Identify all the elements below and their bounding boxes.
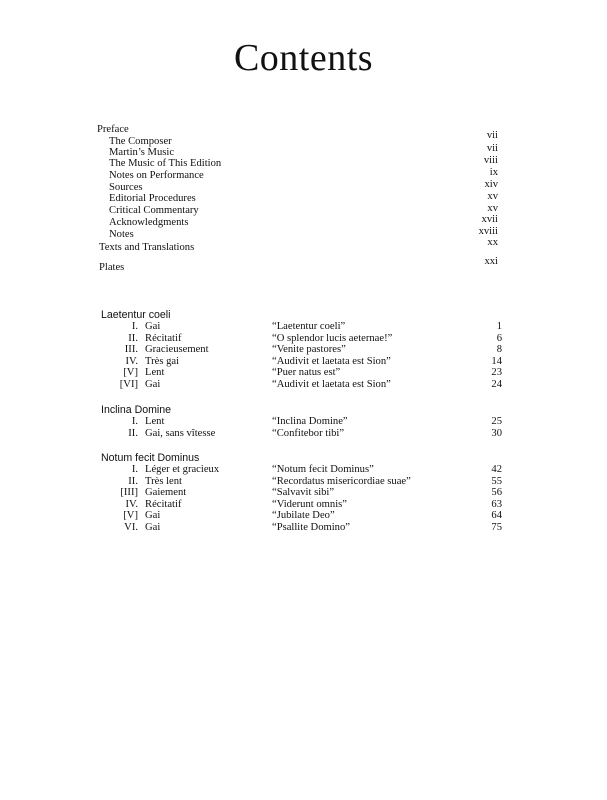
page-number: 23 (491, 367, 502, 379)
page-number: 8 (496, 344, 502, 356)
movement-numeral: I. (131, 464, 138, 475)
page-number: xiv (484, 179, 498, 190)
movement-tempo: Lent (145, 367, 165, 379)
page-number: 1 (496, 321, 502, 332)
page-number: 64 (491, 510, 502, 522)
movement-numeral: VI. (124, 522, 138, 533)
preface-item: Editorial Procedures (109, 193, 196, 204)
movement-text: “Salvavit sibi” (272, 487, 335, 499)
preface-item: Notes on Performance (109, 170, 204, 181)
movement-text: “Confitebor tibi” (272, 427, 345, 439)
movement-numeral: [III] (120, 487, 138, 499)
preface-item: The Music of This Edition (109, 158, 222, 169)
movement-text: “Psallite Domino” (272, 522, 350, 533)
movement-numeral: II. (128, 427, 138, 439)
preface-item: Martin’s Music (109, 147, 175, 158)
preface-item: Notes (109, 229, 134, 240)
movement-text: “Laetentur coeli” (272, 321, 346, 332)
movement-text: “Venite pastores” (272, 344, 346, 356)
page-number: viii (483, 155, 498, 166)
movement-tempo: Léger et gracieux (145, 464, 220, 475)
preface-item: Sources (109, 182, 143, 193)
movement-text: “Viderunt omnis” (272, 498, 347, 510)
movement-tempo: Gai, sans vîtesse (145, 427, 216, 439)
page-number: 63 (491, 498, 502, 510)
plates-entry: Plates (99, 262, 125, 273)
page-number: xx (487, 237, 498, 248)
page-number: xxi (484, 256, 498, 267)
movement-tempo: Récitatif (145, 498, 182, 510)
movement-tempo: Très lent (145, 475, 182, 487)
texts-translations-entry: Texts and Translations (99, 242, 195, 253)
preface-heading: Preface (97, 124, 129, 135)
work-title: Notum fecit Dominus (101, 452, 200, 464)
movement-text: “O splendor lucis aeternae!” (272, 332, 393, 344)
movement-numeral: II. (128, 332, 138, 344)
movement-tempo: Gracieusement (145, 344, 209, 356)
movement-text: “Puer natus est” (272, 367, 341, 379)
movement-numeral: III. (124, 344, 138, 356)
page-number: xv (487, 191, 498, 202)
preface-item: Acknowledgments (109, 217, 189, 228)
page-title: Contents (233, 37, 374, 79)
movement-numeral: I. (131, 321, 138, 332)
work-title: Laetentur coeli (101, 309, 171, 321)
movement-numeral: I. (131, 416, 138, 427)
page-number: xv (487, 203, 498, 214)
page-number: 75 (491, 522, 502, 533)
preface-item: Critical Commentary (109, 205, 199, 216)
movement-tempo: Gai (145, 522, 161, 533)
movement-numeral: II. (128, 475, 138, 487)
movement-tempo: Récitatif (145, 332, 182, 344)
movement-tempo: Gai (145, 321, 161, 332)
movement-numeral: [V] (123, 510, 138, 522)
page-number: xviii (478, 226, 498, 237)
movement-text: “Notum fecit Dominus” (272, 464, 374, 475)
movement-tempo: Gaiement (145, 487, 187, 499)
page-number: ix (489, 167, 498, 178)
page-number: xvii (481, 214, 498, 225)
movement-tempo: Très gai (145, 355, 180, 367)
page-number: 14 (491, 355, 502, 367)
work-title: Inclina Domine (101, 404, 172, 416)
movement-numeral: IV. (125, 498, 138, 510)
movement-numeral: [V] (123, 367, 138, 379)
movement-text: “Inclina Domine” (272, 416, 348, 427)
page-number: 56 (491, 487, 502, 499)
movement-tempo: Gai (145, 510, 161, 522)
movement-text: “Recordatus misericordiae suae” (272, 475, 411, 487)
movement-numeral: IV. (125, 355, 138, 367)
page-number: 25 (491, 416, 502, 427)
movement-tempo: Gai (145, 379, 161, 390)
movement-text: “Audivit et laetata est Sion” (272, 355, 391, 367)
movement-numeral: [VI] (119, 379, 138, 390)
page-number: 6 (496, 332, 502, 344)
page-number: vii (486, 143, 498, 154)
page-number: 24 (491, 379, 502, 390)
page-number: vii (486, 130, 498, 141)
movement-text: “Jubilate Deo” (272, 510, 335, 522)
preface-item: The Composer (109, 136, 172, 147)
page-number: 30 (491, 427, 502, 439)
movement-tempo: Lent (145, 416, 165, 427)
movement-text: “Audivit et laetata est Sion” (272, 379, 391, 390)
page-number: 42 (491, 464, 502, 475)
page-number: 55 (491, 475, 502, 487)
